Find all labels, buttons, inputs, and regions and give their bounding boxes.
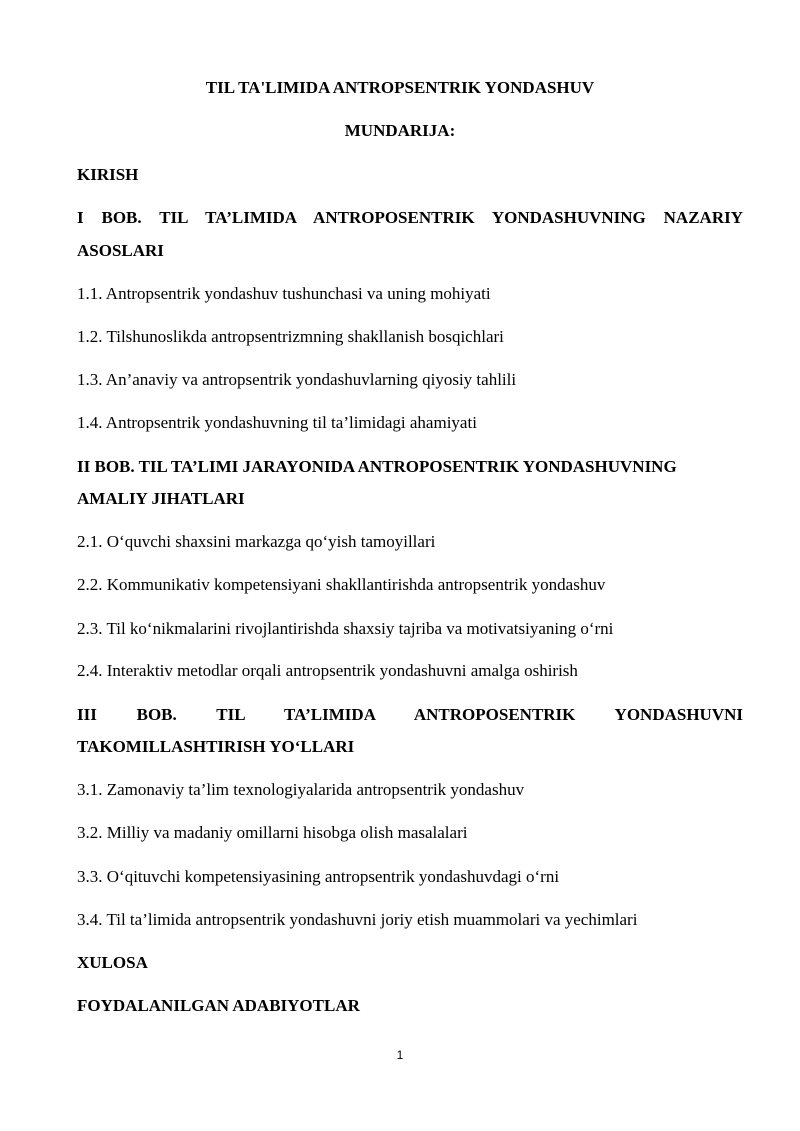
toc-intro: KIRISH bbox=[77, 165, 139, 184]
toc-item-3-1: 3.1. Zamonaviy ta’lim texnologiyalarida antropsentrik yondashuv bbox=[77, 780, 525, 799]
toc-item-1-3: 1.3. An’anaviy va antropsentrik yondashuvlarning qiyosiy tahlili bbox=[77, 370, 517, 389]
toc-item-2-2: 2.2. Kommunikativ kompetensiyani shakllantirishda antropsentrik yondashuv bbox=[77, 575, 606, 594]
toc-item-1-2: 1.2. Tilshunoslikda antropsentrizmning shakllanish bosqichlari bbox=[77, 327, 504, 346]
contents-heading: MUNDARIJA: bbox=[344, 121, 456, 140]
toc-item-3-2: 3.2. Milliy va madaniy omillarni hisobga olish masalalari bbox=[77, 823, 468, 842]
chapter3-heading-line2: TAKOMILLASHTIRISH YO‘LLARI bbox=[77, 737, 355, 756]
toc-item-3-3: 3.3. O‘qituvchi kompetensiyasining antropsentrik yondashuvdagi o‘rni bbox=[77, 867, 560, 886]
toc-conclusion: XULOSA bbox=[77, 953, 148, 972]
chapter1-heading-line1: I BOB. TIL TA’LIMIDA ANTROPOSENTRIK YONDASHUVNING NAZARIY bbox=[77, 208, 743, 227]
toc-item-3-4: 3.4. Til ta’limida antropsentrik yondashuvni joriy etish muammolari va yechimlari bbox=[77, 910, 638, 929]
toc-references: FOYDALANILGAN ADABIYOTLAR bbox=[77, 996, 360, 1015]
chapter3-heading-line1: III BOB. TIL TA’LIMIDA ANTROPOSENTRIK YONDASHUVNI bbox=[77, 705, 743, 724]
toc-item-2-4: 2.4. Interaktiv metodlar orqali antropsentrik yondashuvni amalga oshirish bbox=[77, 661, 578, 680]
chapter2-heading-line1: II BOB. TIL TA’LIMI JARAYONIDA ANTROPOSENTRIK YONDASHUVNING bbox=[77, 457, 677, 476]
toc-item-1-1: 1.1. Antropsentrik yondashuv tushunchasi va uning mohiyati bbox=[77, 284, 491, 303]
toc-item-1-4: 1.4. Antropsentrik yondashuvning til ta’limidagi ahamiyati bbox=[77, 413, 477, 432]
document-title: TIL TA'LIMIDA ANTROPSENTRIK YONDASHUV bbox=[205, 78, 595, 97]
chapter1-heading-line2: ASOSLARI bbox=[77, 241, 164, 260]
toc-item-2-3: 2.3. Til ko‘nikmalarini rivojlantirishda shaxsiy tajriba va motivatsiyaning o‘rni bbox=[77, 619, 614, 638]
chapter2-heading-line2: AMALIY JIHATLARI bbox=[77, 489, 245, 508]
page-number: 1 bbox=[396, 1048, 404, 1062]
toc-item-2-1: 2.1. O‘quvchi shaxsini markazga qo‘yish tamoyillari bbox=[77, 532, 436, 551]
